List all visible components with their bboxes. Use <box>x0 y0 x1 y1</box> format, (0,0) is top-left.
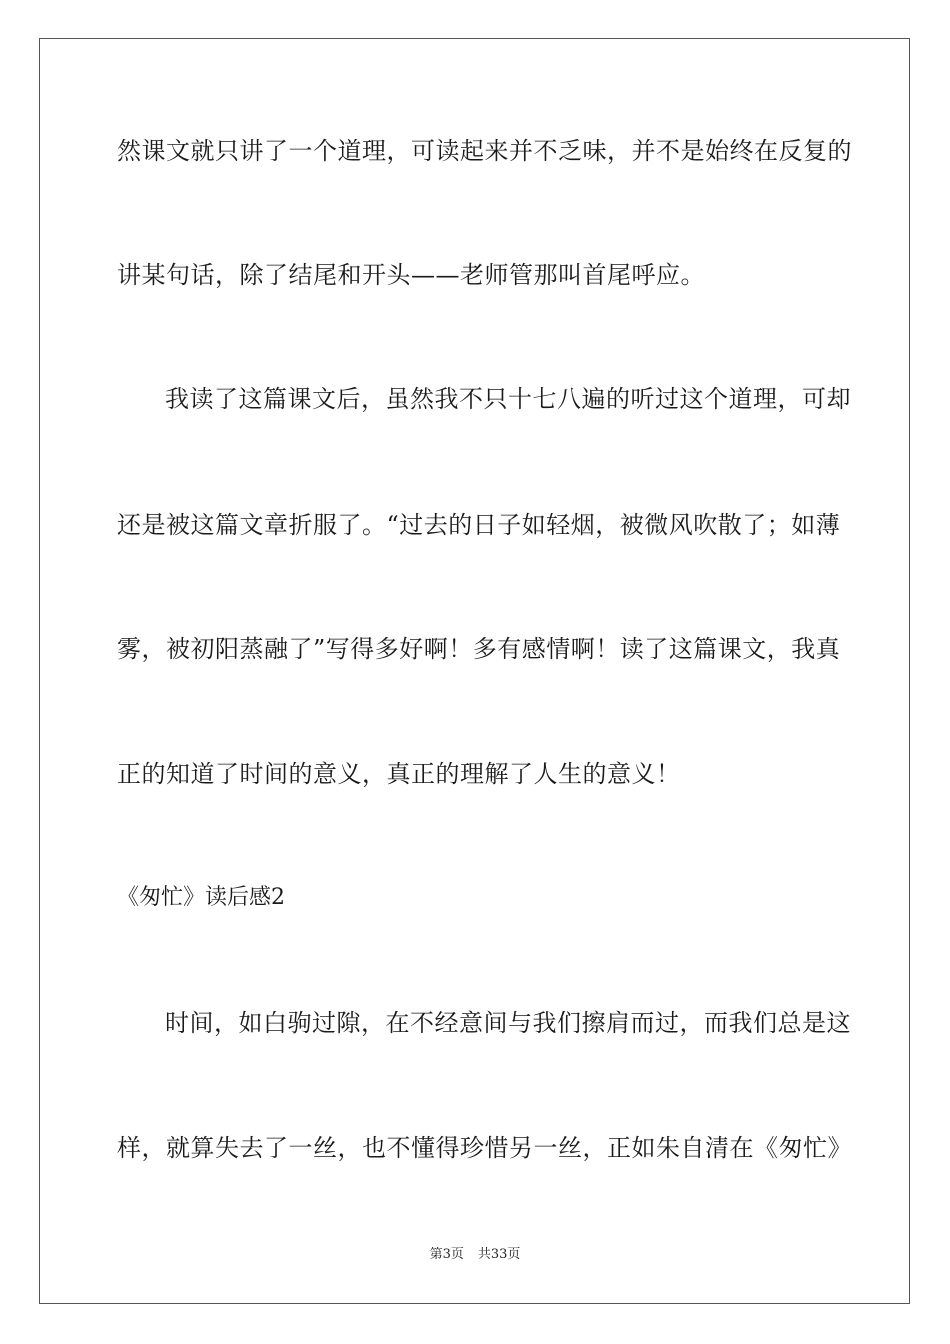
body-line-5: 雾，被初阳蒸融了”写得多好啊！多有感情啊！读了这篇课文，我真 <box>117 635 841 663</box>
body-line-4: 还是被这篇文章折服了。“过去的日子如轻烟，被微风吹散了；如薄 <box>117 511 841 539</box>
body-line-7: 时间，如白驹过隙，在不经意间与我们擦肩而过，而我们总是这 <box>165 1009 851 1037</box>
section-heading: 《匆忙》读后感2 <box>117 885 285 910</box>
body-line-3: 我读了这篇课文后，虽然我不只十七八遍的听过这个道理，可却 <box>165 385 851 413</box>
body-line-2: 讲某句话，除了结尾和开头——老师管那叫首尾呼应。 <box>117 261 705 289</box>
page-footer <box>0 1246 950 1264</box>
body-line-8: 样，就算失去了一丝，也不懂得珍惜另一丝，正如朱自清在《匆忙》 <box>117 1134 852 1162</box>
body-line-6: 正的知道了时间的意义，真正的理解了人生的意义！ <box>117 760 681 788</box>
page-number: 第3页 <box>429 1247 464 1262</box>
body-line-1: 然课文就只讲了一个道理，可读起来并不乏味，并不是始终在反复的 <box>117 137 852 165</box>
page-border <box>39 38 910 1304</box>
page-total: 共33页 <box>477 1247 521 1262</box>
